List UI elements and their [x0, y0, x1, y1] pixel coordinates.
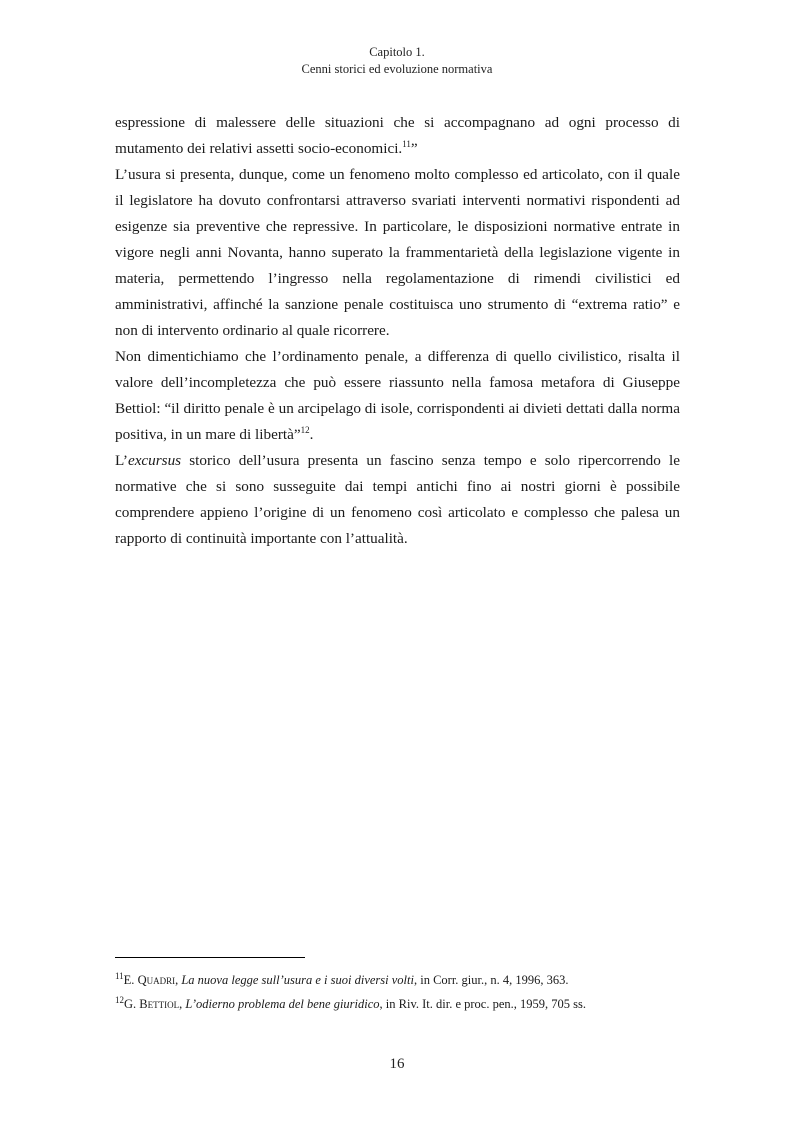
paragraph-text: storico dell’usura presenta un fascino senza tempo e solo ripercorrendo le normative che si sono susseguite dai tempi antichi fino ai nostri giorni è possibile comprendere appieno l’origine di un fenomeno così articolato e complesso che palesa un rapporto di continuità importante con l’attualità. — [115, 452, 680, 547]
paragraph-end: . — [309, 426, 314, 443]
work-title: L’odierno problema del bene giuridico — [185, 997, 380, 1011]
footnote-number: 11 — [115, 970, 124, 981]
paragraph — [115, 344, 680, 448]
footnote-ref-11[interactable]: 11 — [402, 138, 411, 149]
author-initial: E. — [123, 973, 138, 987]
chapter-label: Capitolo 1. — [369, 45, 425, 59]
author-surname: Bettiol — [139, 997, 180, 1011]
footnote-12 — [115, 992, 680, 1016]
paragraph — [115, 110, 680, 162]
footnote-11 — [115, 968, 680, 992]
chapter-title: Cenni storici ed evoluzione normativa — [301, 62, 493, 76]
italic-term: excursus — [127, 452, 182, 469]
footnote-number: 12 — [115, 994, 124, 1005]
closing-quote: ” — [410, 140, 418, 157]
paragraph-text: Non dimentichiamo che l’ordinamento penale, a differenza di quello civilistico, risalta il valore dell’incompletezza che può essere riassunto nella famosa metafora di Giuseppe Bettiol: “il diritto penale è un arcipelago di isole, corrispondenti ai divieti dettati dalla norma positiva, in un mare di libertà” — [115, 348, 680, 443]
paragraph-lead: L’ — [115, 452, 128, 469]
main-text — [115, 110, 680, 552]
paragraph-text: espressione di malessere delle situazioni che si accompagnano ad ogni processo di mutamento dei relativi assetti socio-economici. — [115, 114, 680, 157]
author-initial: G. — [124, 997, 140, 1011]
running-header — [0, 44, 794, 78]
paragraph-text: L’usura si presenta, dunque, come un fenomeno molto complesso ed articolato, con il quale il legislatore ha dovuto confrontarsi attraverso svariati interventi normativi rispondenti ad esigenze sia preventive che repressive. In particolare, le disposizioni normative entrate in vigore negli anni Novanta, hanno superato la frammentarietà della legislazione vigente in materia, permettendo l’ingresso nella regolamentazione di rimendi civilistici ed amministrativi, affinché la sanzione penale costituisca uno strumento di “extrema ratio” e non di intervento ordinario al quale ricorrere. — [115, 166, 680, 339]
footnote-ref-12[interactable]: 12 — [300, 424, 310, 435]
source: , in Corr. giur., n. 4, 1996, 363. — [413, 973, 569, 987]
source: , in Riv. It. dir. e proc. pen., 1959, 705 ss. — [379, 997, 587, 1011]
page-number: 16 — [389, 1056, 405, 1072]
paragraph — [115, 448, 680, 552]
footnotes — [115, 968, 680, 1016]
separator: , — [175, 973, 182, 987]
separator: , — [179, 997, 186, 1011]
author-surname: Quadri — [137, 973, 176, 987]
paragraph — [115, 162, 680, 344]
work-title: La nuova legge sull’usura e i suoi diversi volti — [181, 973, 414, 987]
footnote-separator — [115, 957, 305, 958]
